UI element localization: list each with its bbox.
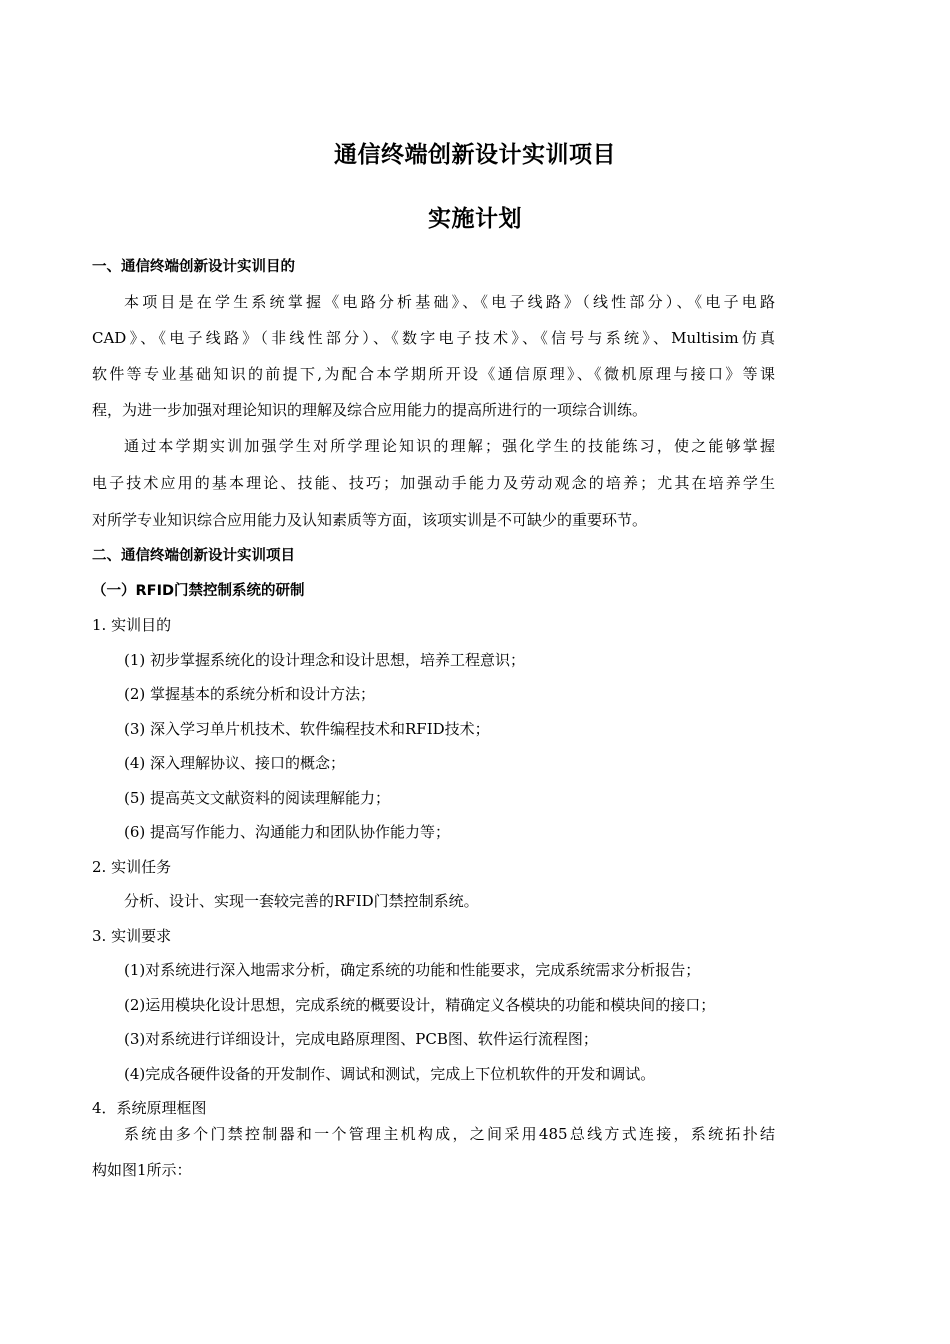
item3-point: (2)运用模块化设计思想，完成系统的概要设计，精确定义各模块的功能和模块间的接口； bbox=[124, 996, 716, 1014]
item3-point: (4)完成各硬件设备的开发制作、调试和测试，完成上下位机软件的开发和调试。 bbox=[124, 1065, 656, 1083]
section1-para2-line: 电子技术应用的基本理论、技能、技巧；加强动手能力及劳动观念的培养；尤其在培养学生 bbox=[92, 474, 775, 492]
section1-para1-line: 软件等专业基础知识的前提下,为配合本学期所开设《通信原理》、《微机原理与接口》等课 bbox=[92, 365, 775, 383]
item4-line: 构如图1所示： bbox=[92, 1161, 192, 1179]
item1-point: (2) 掌握基本的系统分析和设计方法； bbox=[124, 685, 376, 703]
item1-point: (3) 深入学习单片机技术、软件编程技术和RFID技术； bbox=[124, 720, 490, 738]
item1-point: (1) 初步掌握系统化的设计理念和设计思想，培养工程意识； bbox=[124, 651, 526, 669]
section2-heading: 二、通信终端创新设计实训项目 bbox=[92, 548, 295, 564]
section1-para1-line: 程，为进一步加强对理论知识的理解及综合应用能力的提高所进行的一项综合训练。 bbox=[92, 401, 648, 419]
item1-label: 1. 实训目的 bbox=[92, 616, 172, 634]
document-title: 通信终端创新设计实训项目 bbox=[334, 142, 616, 168]
item1-point: (4) 深入理解协议、接口的概念； bbox=[124, 754, 346, 772]
section1-para2-line: 通过本学期实训加强学生对所学理论知识的理解；强化学生的技能练习，使之能够掌握 bbox=[124, 437, 775, 455]
section1-heading: 一、通信终端创新设计实训目的 bbox=[92, 259, 295, 275]
section1-para2-line: 对所学专业知识综合应用能力及认知素质等方面，该项实训是不可缺少的重要环节。 bbox=[92, 511, 648, 529]
item1-point: (5) 提高英文文献资料的阅读理解能力； bbox=[124, 789, 391, 807]
document-subtitle: 实施计划 bbox=[428, 206, 522, 232]
item3-point: (3)对系统进行详细设计，完成电路原理图、PCB图、软件运行流程图； bbox=[124, 1030, 598, 1048]
item4-line: 系统由多个门禁控制器和一个管理主机构成，之间采用485总线方式连接，系统拓扑结 bbox=[124, 1125, 775, 1143]
item2-label: 2. 实训任务 bbox=[92, 858, 172, 876]
section2-subheading: （一）RFID门禁控制系统的研制 bbox=[92, 583, 305, 599]
item3-point: (1)对系统进行深入地需求分析，确定系统的功能和性能要求，完成系统需求分析报告； bbox=[124, 961, 701, 979]
section1-para1-line: 本项目是在学生系统掌握《电路分析基础》、《电子线路》（线性部分）、《电子电路 bbox=[124, 293, 775, 311]
item2-text: 分析、设计、实现一套较完善的RFID门禁控制系统。 bbox=[124, 892, 479, 910]
item1-point: (6) 提高写作能力、沟通能力和团队协作能力等； bbox=[124, 823, 451, 841]
item3-label: 3. 实训要求 bbox=[92, 927, 172, 945]
section1-para1-line: CAD》、《电子线路》（非线性部分）、《数字电子技术》、《信号与系统》、Multisim仿真 bbox=[92, 329, 775, 347]
item4-label: 4．系统原理框图 bbox=[92, 1099, 207, 1117]
